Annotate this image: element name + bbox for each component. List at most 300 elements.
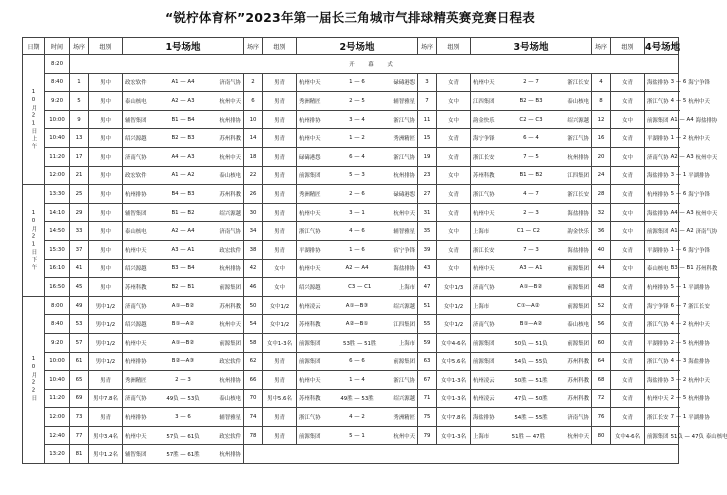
order-cell: 19 <box>418 147 437 166</box>
match-score: A3 — A1 <box>171 246 195 253</box>
team-away: 海盐排协 <box>567 210 589 217</box>
order-cell: 63 <box>418 352 437 371</box>
group-cell: 女青 <box>437 147 471 166</box>
match-score: A2 — A3 <box>171 97 195 104</box>
order-cell: 7 <box>418 92 437 111</box>
order-cell: 12 <box>592 110 611 129</box>
team-home: 杭州排协 <box>125 359 147 366</box>
team-home: 苏州科教 <box>299 396 321 403</box>
ceremony-cell: 开 幕 式 <box>70 55 679 74</box>
team-home: 杭州中天 <box>125 247 147 254</box>
match-score: 2 — 6 <box>349 190 365 197</box>
team-home: 绍兴源越 <box>125 266 147 273</box>
time-cell: 14:50 <box>45 222 70 241</box>
group-cell: 女青 <box>611 92 645 111</box>
order-cell: 67 <box>418 371 437 390</box>
match-cell <box>297 371 418 390</box>
team-away: 苏州科教 <box>695 266 718 273</box>
match-cell <box>645 185 710 204</box>
team-home: 上海市 <box>473 229 490 236</box>
table-row <box>23 352 679 371</box>
table-row <box>23 240 679 259</box>
team-away: 前源集团 <box>567 340 589 347</box>
team-away: 泰山核电 <box>219 396 241 403</box>
team-home: 平湖排协 <box>647 340 669 347</box>
table-row <box>23 185 679 204</box>
group-cell: 女中1/2 <box>263 315 297 334</box>
schedule-body <box>23 55 727 464</box>
team-away: 杭州中天 <box>393 433 415 440</box>
order-cell: 54 <box>244 315 263 334</box>
team-home: 浙江气协 <box>473 191 495 198</box>
team-home: 泰山核电 <box>125 98 147 105</box>
table-row <box>23 166 679 185</box>
match-score: B①—A② <box>171 321 195 328</box>
time-cell: 8:20 <box>45 55 70 74</box>
order-cell: 64 <box>592 352 611 371</box>
match-cell <box>297 110 418 129</box>
match-cell <box>471 222 592 241</box>
team-home: 杭州排协 <box>647 284 669 291</box>
team-home: 海盐排协 <box>647 173 669 180</box>
team-home: 杭州凌云 <box>473 396 495 403</box>
team-away: 上海市 <box>398 340 415 347</box>
team-away: 杭州中天 <box>219 98 241 105</box>
order-cell: 40 <box>592 240 611 259</box>
group-cell: 女中 <box>437 92 471 111</box>
time-cell: 12:40 <box>45 426 70 445</box>
team-away: 海宁争锋 <box>688 80 710 87</box>
order-cell: 44 <box>592 259 611 278</box>
match-score: A2 — A3 <box>670 153 694 160</box>
match-score: 49胜 — 53胜 <box>340 396 374 403</box>
match-score: 5 — 1 <box>349 432 365 439</box>
header-group: 组别 <box>611 38 645 55</box>
group-cell: 女中 <box>263 259 297 278</box>
group-cell: 女中1/2 <box>263 296 297 315</box>
group-cell: 女中 <box>611 259 645 278</box>
team-home: 浙江长安 <box>647 415 669 422</box>
order-cell: 28 <box>592 185 611 204</box>
group-cell: 男青 <box>263 129 297 148</box>
order-cell: 16 <box>592 129 611 148</box>
team-away: 浙江长安 <box>688 303 710 310</box>
match-score: 1 — 6 <box>349 79 365 86</box>
table-row <box>23 203 679 222</box>
group-cell: 男中 <box>89 166 123 185</box>
match-cell <box>645 389 710 408</box>
table-row <box>23 278 679 297</box>
team-away: 杭州中天 <box>688 136 710 143</box>
match-score: A4 — A3 <box>670 209 694 216</box>
match-cell <box>297 129 418 148</box>
team-away: 杭州中天 <box>695 154 718 161</box>
match-cell <box>471 110 592 129</box>
group-cell: 女青 <box>611 333 645 352</box>
group-cell: 女青 <box>611 315 645 334</box>
team-home: 杭州中天 <box>473 266 495 273</box>
match-score: B1 — B2 <box>519 172 543 179</box>
order-cell: 74 <box>244 408 263 427</box>
team-home: 海宁争锋 <box>473 136 495 143</box>
order-cell: 56 <box>592 315 611 334</box>
team-away: 前源集团 <box>567 303 589 310</box>
match-cell <box>123 333 244 352</box>
header-order: 场序 <box>418 38 437 55</box>
order-cell: 29 <box>70 203 89 222</box>
team-away: 浙江长安 <box>567 80 589 87</box>
match-cell <box>297 92 418 111</box>
match-cell <box>645 222 718 241</box>
header-date: 日期 <box>23 38 45 55</box>
time-cell: 8:40 <box>45 315 70 334</box>
header-group: 组别 <box>437 38 471 55</box>
group-cell: 男青 <box>263 371 297 390</box>
order-cell: 17 <box>70 147 89 166</box>
match-score: C2 — C3 <box>519 116 543 123</box>
match-cell <box>297 426 418 445</box>
match-cell <box>471 259 592 278</box>
match-score: 50胜 — 51胜 <box>514 377 548 384</box>
order-cell: 75 <box>418 408 437 427</box>
match-cell <box>471 371 592 390</box>
team-home: 绍兴源越 <box>299 284 321 291</box>
match-score: A2 — A4 <box>171 228 195 235</box>
team-away: 平湖排协 <box>688 173 710 180</box>
team-home: 绍兴源越 <box>125 136 147 143</box>
group-cell: 男青 <box>89 408 123 427</box>
group-cell: 女中1-3名 <box>263 333 297 352</box>
order-cell: 53 <box>70 315 89 334</box>
team-away: 杭州排协 <box>219 452 241 459</box>
group-cell: 男中1/2 <box>89 315 123 334</box>
match-cell <box>645 296 710 315</box>
match-cell <box>471 92 592 111</box>
team-home: 政宏软件 <box>125 80 147 87</box>
team-home: 苏州科教 <box>299 322 321 329</box>
match-cell <box>645 408 710 427</box>
team-home: 泰山核电 <box>647 266 669 273</box>
order-cell: 61 <box>70 352 89 371</box>
order-cell: 26 <box>244 185 263 204</box>
order-cell: 9 <box>70 110 89 129</box>
match-score: 2 — 3 <box>523 209 539 216</box>
match-score: 2 — 5 <box>349 97 365 104</box>
match-score: 4 — 3 <box>670 358 687 365</box>
team-home: 杭州中天 <box>299 266 321 273</box>
group-cell: 女青 <box>437 129 471 148</box>
team-away: 杭州中天 <box>393 210 415 217</box>
group-cell: 男中 <box>89 147 123 166</box>
team-home: 前源集团 <box>299 359 321 366</box>
table-row <box>23 315 679 334</box>
table-row <box>23 445 679 464</box>
team-home: 济南气协 <box>125 396 147 403</box>
team-away: 杭州中天 <box>219 154 241 161</box>
order-cell: 73 <box>70 408 89 427</box>
match-score: 5 — 6 <box>670 190 687 197</box>
match-cell <box>297 185 418 204</box>
order-cell: 47 <box>418 278 437 297</box>
order-cell: 76 <box>592 408 611 427</box>
team-home: 杭州中天 <box>125 340 147 347</box>
order-cell: 39 <box>418 240 437 259</box>
match-cell <box>123 166 244 185</box>
match-score: 54负 — 55负 <box>514 359 548 366</box>
team-home: 浙江长安 <box>473 247 495 254</box>
team-away: 政宏软件 <box>219 433 241 440</box>
team-away: 海盐排协 <box>688 359 710 366</box>
time-cell: 12:00 <box>45 166 70 185</box>
team-away: 杭州中天 <box>219 322 241 329</box>
group-cell: 男中 <box>89 278 123 297</box>
team-home: 杭州凌云 <box>473 377 495 384</box>
team-away: 浙江气协 <box>393 377 415 384</box>
match-cell <box>123 110 244 129</box>
team-home: 浙江气协 <box>299 229 321 236</box>
match-score: 6 — 4 <box>349 153 365 160</box>
group-cell: 女中 <box>263 278 297 297</box>
order-cell: 38 <box>244 240 263 259</box>
team-home: 浙江气协 <box>647 322 669 329</box>
match-cell <box>297 203 418 222</box>
match-cell <box>471 315 592 334</box>
match-score: 5 — 3 <box>349 172 365 179</box>
group-cell: 男中 <box>89 92 123 111</box>
match-cell <box>123 92 244 111</box>
match-cell <box>645 166 710 185</box>
order-cell: 24 <box>592 166 611 185</box>
match-score: C1 — C2 <box>516 228 540 235</box>
order-cell: 3 <box>418 73 437 92</box>
team-home: 江四集团 <box>473 98 495 105</box>
order-cell: 20 <box>592 147 611 166</box>
match-cell <box>297 278 418 297</box>
match-cell <box>123 352 244 371</box>
match-cell <box>123 73 244 92</box>
team-home: 上海市 <box>473 303 490 310</box>
match-score: C3 — C1 <box>348 283 372 290</box>
match-score: B3 — B1 <box>670 265 694 272</box>
order-cell: 79 <box>418 426 437 445</box>
order-cell: 59 <box>418 333 437 352</box>
order-cell: 65 <box>70 371 89 390</box>
team-home: 前源集团 <box>647 117 669 124</box>
group-cell: 女青 <box>611 352 645 371</box>
table-row <box>23 73 679 92</box>
order-cell: 66 <box>244 371 263 390</box>
group-cell: 女中 <box>611 203 645 222</box>
order-cell: 80 <box>592 426 611 445</box>
team-away: 浙江气协 <box>567 136 589 143</box>
time-cell: 15:30 <box>45 240 70 259</box>
match-cell <box>471 185 592 204</box>
match-cell <box>123 259 244 278</box>
team-home: 海盐排协 <box>473 415 495 422</box>
order-cell: 51 <box>418 296 437 315</box>
order-cell: 41 <box>70 259 89 278</box>
team-away: 辅智雅星 <box>393 229 415 236</box>
team-home: 苏州科教 <box>125 284 147 291</box>
order-cell: 22 <box>244 166 263 185</box>
match-cell <box>471 352 592 371</box>
group-cell: 女中4-6名 <box>611 426 645 445</box>
group-cell: 女中 <box>611 110 645 129</box>
group-cell: 女中1/2 <box>437 315 471 334</box>
match-cell <box>297 222 418 241</box>
group-cell: 男青 <box>263 222 297 241</box>
group-cell: 男青 <box>263 240 297 259</box>
date-cell: 10月22日 <box>23 296 45 463</box>
team-away: 前源集团 <box>219 284 241 291</box>
order-cell: 55 <box>418 315 437 334</box>
group-cell: 男青 <box>263 352 297 371</box>
team-away: 辅智雅星 <box>393 98 415 105</box>
table-row <box>23 296 679 315</box>
match-cell <box>297 166 418 185</box>
order-cell: 32 <box>592 203 611 222</box>
team-home: 济南气协 <box>125 154 147 161</box>
team-home: 海盐排协 <box>647 80 669 87</box>
group-cell: 男中 <box>89 73 123 92</box>
team-home: 政宏软件 <box>125 173 147 180</box>
header-order: 场序 <box>592 38 611 55</box>
order-cell: 36 <box>592 222 611 241</box>
match-score: 3 — 6 <box>670 79 687 86</box>
group-cell: 女中1-3名 <box>437 426 471 445</box>
group-cell: 男中3.4名 <box>89 426 123 445</box>
match-cell <box>297 147 418 166</box>
team-away: 海盐排协 <box>393 266 415 273</box>
match-score: 1 — 6 <box>349 246 365 253</box>
time-cell: 11:20 <box>45 147 70 166</box>
group-cell: 男青 <box>263 73 297 92</box>
order-cell: 49 <box>70 296 89 315</box>
time-cell: 12:00 <box>45 408 70 427</box>
table-row <box>23 147 679 166</box>
group-cell: 女青 <box>611 296 645 315</box>
team-home: 前源集团 <box>299 173 321 180</box>
team-home: 前源集团 <box>299 340 321 347</box>
team-away: 前源集团 <box>393 359 415 366</box>
match-cell <box>645 371 710 390</box>
group-cell: 女中4-6名 <box>437 333 471 352</box>
order-cell: 6 <box>244 92 263 111</box>
header-field-1: 1号场地 <box>123 38 244 55</box>
match-score: B①—A② <box>519 321 543 328</box>
match-cell <box>471 426 592 445</box>
table-row <box>23 408 679 427</box>
order-cell: 77 <box>70 426 89 445</box>
match-score: 3 — 1 <box>670 172 687 179</box>
group-cell: 女中 <box>437 222 471 241</box>
team-away: 浙江气协 <box>393 117 415 124</box>
header-order: 场序 <box>70 38 89 55</box>
match-cell <box>297 389 418 408</box>
match-cell <box>123 315 244 334</box>
match-score: A1 — A2 <box>171 172 195 179</box>
team-away: 秀洲精匠 <box>393 136 415 143</box>
match-score: C①—A② <box>517 302 540 309</box>
match-score: 4 — 7 <box>523 190 539 197</box>
group-cell: 男中 <box>89 259 123 278</box>
schedule-table <box>22 37 727 464</box>
order-cell: 50 <box>244 296 263 315</box>
match-score: B②—A③ <box>171 358 195 365</box>
match-score: 2 — 5 <box>670 395 687 402</box>
match-cell <box>123 129 244 148</box>
time-cell: 9:20 <box>45 92 70 111</box>
team-home: 前源集团 <box>299 433 321 440</box>
group-cell: 女中5.6名 <box>437 352 471 371</box>
match-cell <box>123 203 244 222</box>
team-away: 辅智雅星 <box>219 415 241 422</box>
match-score: A①—B② <box>171 339 195 346</box>
match-cell <box>645 315 710 334</box>
match-cell <box>645 129 710 148</box>
match-cell <box>645 426 727 445</box>
team-home: 杭州排协 <box>125 415 147 422</box>
team-home: 浙江长安 <box>473 154 495 161</box>
match-score: 47负 — 50胜 <box>514 396 548 403</box>
match-score: 2 — 7 <box>523 79 539 86</box>
table-row <box>23 129 679 148</box>
group-cell: 男中7.8名 <box>89 389 123 408</box>
team-away: 政宏软件 <box>219 247 241 254</box>
order-cell: 60 <box>592 333 611 352</box>
order-cell: 21 <box>70 166 89 185</box>
match-cell <box>645 203 718 222</box>
group-cell: 女青 <box>611 73 645 92</box>
match-score: A1 — A4 <box>670 116 694 123</box>
header-group: 组别 <box>263 38 297 55</box>
team-home: 杭州凌云 <box>299 303 321 310</box>
match-score: 50负 — 51负 <box>514 340 548 347</box>
team-away: 苏州科教 <box>219 191 241 198</box>
group-cell: 男中1.2名 <box>89 445 123 464</box>
match-score: 7 — 3 <box>523 246 539 253</box>
team-home: 杭州中天 <box>299 377 321 384</box>
match-score: 5 — 1 <box>670 283 687 290</box>
match-cell <box>645 73 710 92</box>
match-score: 1 — 2 <box>670 135 687 142</box>
team-home: 碌碡港怨 <box>299 154 321 161</box>
team-away: 碌碡港怨 <box>393 80 415 87</box>
group-cell: 男中 <box>89 110 123 129</box>
order-cell: 15 <box>418 129 437 148</box>
team-away: 秀洲精匠 <box>393 415 415 422</box>
group-cell: 女中7.8名 <box>437 408 471 427</box>
order-cell: 35 <box>418 222 437 241</box>
group-cell: 男中 <box>89 185 123 204</box>
match-score: B1 — B4 <box>171 116 195 123</box>
group-cell: 女青 <box>611 185 645 204</box>
match-cell <box>471 333 592 352</box>
group-cell: 女中 <box>437 259 471 278</box>
order-cell: 71 <box>418 389 437 408</box>
match-cell <box>123 426 244 445</box>
match-cell <box>297 408 418 427</box>
match-score: A4 — A3 <box>171 153 195 160</box>
group-cell: 女中 <box>437 166 471 185</box>
match-score: A1 — A4 <box>171 79 195 86</box>
team-home: 前源集团 <box>473 359 495 366</box>
order-cell: 13 <box>70 129 89 148</box>
match-score: 3 — 2 <box>670 376 687 383</box>
match-cell <box>123 389 244 408</box>
team-home: 浙江气协 <box>647 359 669 366</box>
team-away: 苏州科教 <box>567 396 589 403</box>
